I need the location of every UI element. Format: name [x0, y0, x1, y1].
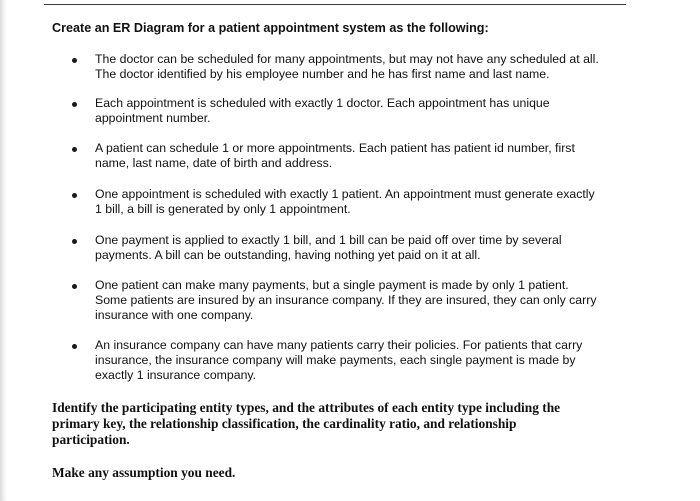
- bullet-icon: [72, 239, 77, 244]
- bullet-icon: [72, 102, 77, 107]
- bullet-line: insurance, the insurance company will make payments, each single payment is made by: [95, 353, 576, 368]
- bullet-text: [95, 278, 635, 324]
- bullet-line: The doctor can be scheduled for many appointments, but may not have any scheduled at all.: [95, 52, 599, 66]
- bullet-line: Each appointment is scheduled with exactly 1 doctor. Each appointment has unique: [95, 96, 550, 110]
- closing-line: primary key, the relationship classification, the cardinality ratio, and relationship: [52, 415, 517, 431]
- bullet-line: Some patients are insured by an insurance company. If they are insured, they can only carry: [95, 293, 597, 308]
- bullet-icon: [72, 193, 77, 198]
- bullet-icon: [72, 344, 77, 349]
- bullet-line: An insurance company can have many patients carry their policies. For patients that carry: [95, 338, 583, 352]
- closing-paragraph: [52, 400, 612, 447]
- bullet-line: A patient can schedule 1 or more appointments. Each patient has patient id number, first: [95, 141, 575, 155]
- bullet-text: [95, 338, 635, 384]
- assumption-instruction: Make any assumption you need.: [52, 465, 236, 480]
- bullet-text: [95, 141, 635, 171]
- bullet-text: [95, 96, 635, 126]
- bullet-line: payments. A bill can be outstanding, having nothing yet paid on it at all.: [95, 248, 481, 263]
- bullet-line: The doctor identified by his employee number and he has first name and last name.: [95, 67, 550, 82]
- bullet-text: [95, 187, 635, 217]
- bullet-text: [95, 52, 635, 82]
- bullet-line: appointment number.: [95, 111, 211, 126]
- bullet-line: One payment is applied to exactly 1 bill, and 1 bill can be paid off over time by several: [95, 233, 562, 247]
- closing-line: Identify the participating entity types, and the attributes of each entity type including the: [52, 400, 561, 415]
- bullet-icon: [72, 58, 77, 63]
- bullet-line: One patient can make many payments, but a single payment is made by only 1 patient.: [95, 278, 569, 292]
- bullet-line: insurance with one company.: [95, 308, 254, 323]
- bullet-line: exactly 1 insurance company.: [95, 368, 257, 383]
- bullet-icon: [72, 284, 77, 289]
- page-edge-shadow: [0, 0, 7, 501]
- top-divider-line: [44, 4, 626, 5]
- bullet-line: One appointment is scheduled with exactly 1 patient. An appointment must generate exactly: [95, 187, 595, 201]
- question-heading: Create an ER Diagram for a patient appointment system as the following:: [52, 21, 489, 35]
- bullet-icon: [72, 147, 77, 152]
- bullet-line: name, last name, date of birth and address.: [95, 156, 333, 171]
- bullet-line: 1 bill, a bill is generated by only 1 appointment.: [95, 202, 351, 217]
- bullet-text: [95, 233, 635, 263]
- closing-line: participation.: [52, 431, 130, 447]
